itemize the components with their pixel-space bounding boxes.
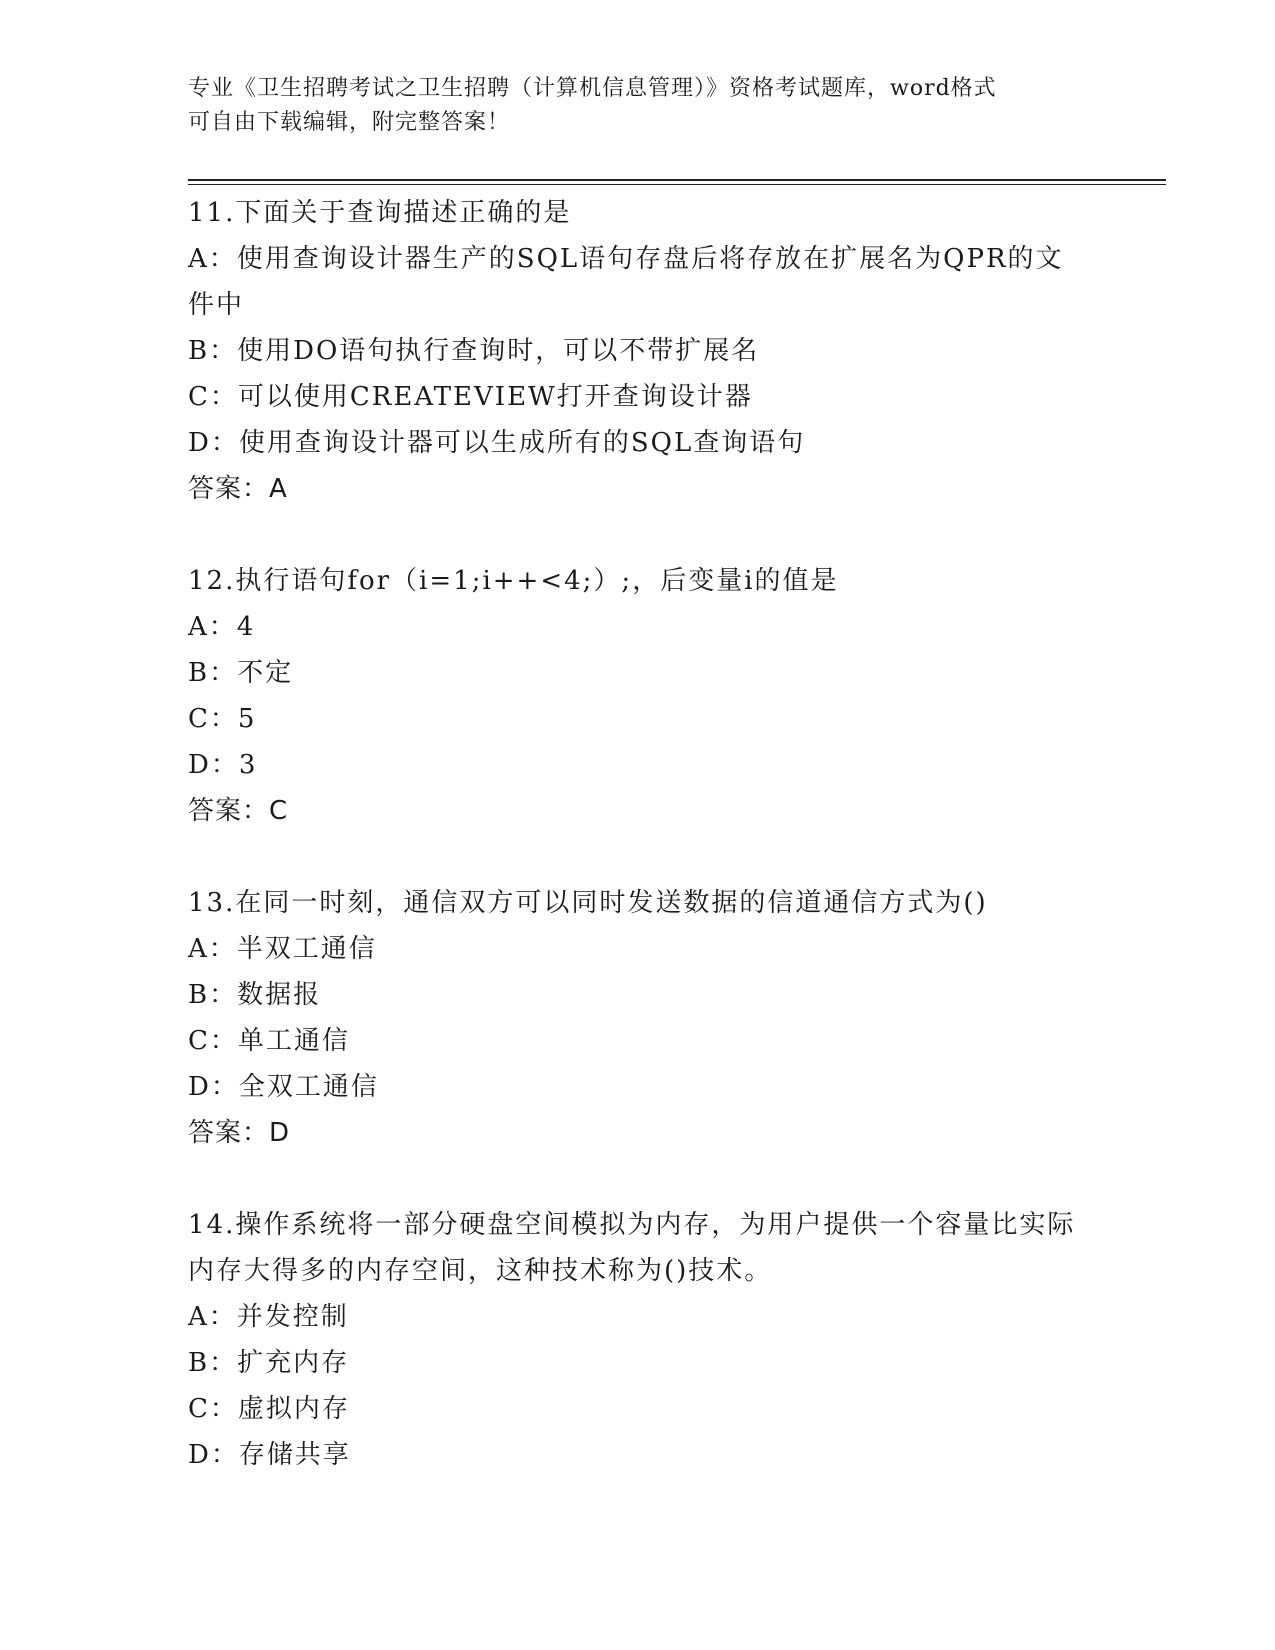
option-d: D：使用查询设计器可以生成所有的SQL查询语句 — [188, 428, 806, 458]
question-14 — [188, 1202, 1088, 1478]
question-text: 13.在同一时刻，通信双方可以同时发送数据的信道通信方式为() — [188, 888, 988, 918]
option-d: D：3 — [188, 750, 258, 780]
option-b: B：数据报 — [188, 980, 322, 1010]
option-c: C：可以使用CREATEVIEW打开查询设计器 — [188, 382, 753, 412]
option-a: A：使用查询设计器生产的SQL语句存盘后将存放在扩展名为QPR的文件中 — [188, 244, 1064, 320]
header-line-2: 可自由下载编辑，附完整答案！ — [188, 110, 511, 135]
option-a: A：4 — [188, 612, 256, 642]
question-12 — [188, 558, 1088, 834]
header-divider-thin — [188, 184, 1166, 185]
header-divider-thick — [188, 179, 1166, 181]
option-a: A：半双工通信 — [188, 934, 377, 964]
option-c: C：虚拟内存 — [188, 1394, 350, 1424]
answer-text: 答案：A — [188, 474, 288, 504]
answer-text: 答案：C — [188, 796, 289, 826]
option-a: A：并发控制 — [188, 1302, 349, 1332]
option-d: D：存储共享 — [188, 1440, 351, 1470]
option-d: D：全双工通信 — [188, 1072, 379, 1102]
question-11 — [188, 190, 1088, 512]
answer-text: 答案：D — [188, 1118, 291, 1148]
option-c: C：单工通信 — [188, 1026, 350, 1056]
question-text: 12.执行语句for（i=1;i++<4;）;，后变量i的值是 — [188, 566, 839, 596]
question-13 — [188, 880, 1088, 1156]
question-list — [188, 190, 1088, 1524]
option-b: B：扩充内存 — [188, 1348, 350, 1378]
header-line-1: 专业《卫生招聘考试之卫生招聘（计算机信息管理）》资格考试题库，word格式 — [188, 76, 997, 101]
question-text: 14.操作系统将一部分硬盘空间模拟为内存，为用户提供一个容量比实际内存大得多的内存空间，这种技术称为()技术。 — [188, 1210, 1076, 1286]
option-b: B：不定 — [188, 658, 294, 688]
question-text: 11.下面关于查询描述正确的是 — [188, 198, 572, 228]
document-header — [188, 72, 1088, 140]
option-b: B：使用DO语句执行查询时，可以不带扩展名 — [188, 336, 760, 366]
option-c: C：5 — [188, 704, 257, 734]
